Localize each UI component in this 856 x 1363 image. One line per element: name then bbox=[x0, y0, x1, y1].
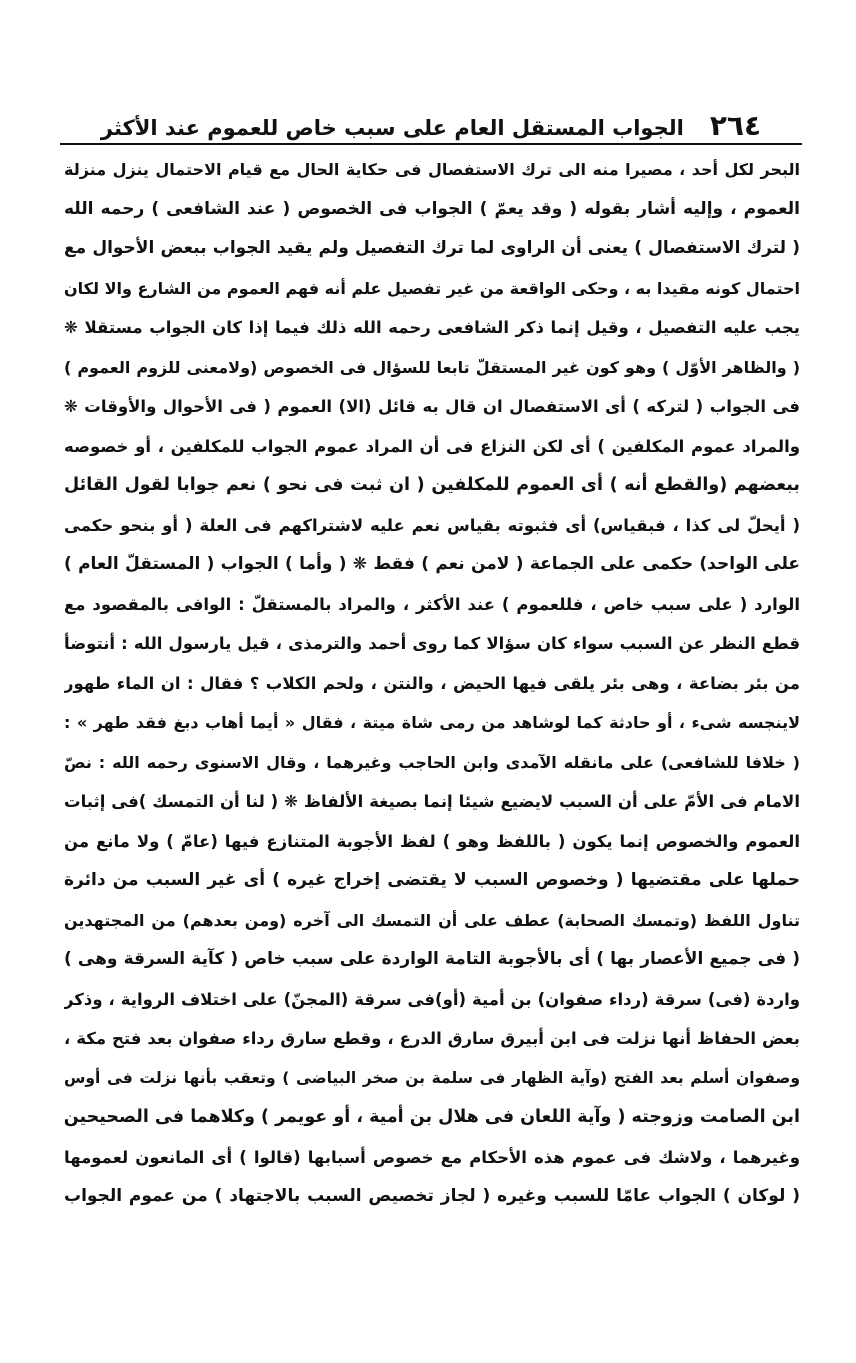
header-rule bbox=[60, 143, 802, 145]
text-line: البحر لكل أحد ، مصيرا منه الى ترك الاستفصال فى حكاية الحال مع قيام الاحتمال ينزل منزلة bbox=[64, 160, 800, 179]
text-line: فى الجواب ( لتركه ) أى الاستفصال ان قال به قائل (الا) العموم ( فى الأحوال والأوقات ❋ bbox=[64, 397, 800, 416]
running-title: الجواب المستقل العام على سبب خاص للعموم عند الأكثر bbox=[100, 115, 684, 140]
text-line: على الواحد) حكمى على الجماعة ( لامن نعم ) فقط ❋ ( وأما ) الجواب ( المستقلّ العام ) bbox=[64, 554, 800, 574]
text-line: ( لوكان ) الجواب عامّا للسبب وغيره ( لجاز تخصيص السبب بالاجتهاد ) من عموم الجواب bbox=[64, 1186, 800, 1206]
text-line: العموم ، وإليه أشار بقوله ( وقد يعمّ ) الجواب فى الخصوص ( عند الشافعى ) رحمه الله bbox=[64, 198, 800, 219]
text-line: ابن الصامت وزوجته ( وآية اللعان فى هلال بن أمية ، أو عويمر ) وكلاهما فى الصحيحين bbox=[64, 1107, 800, 1127]
text-line: بعض الحفاظ أنها نزلت فى ابن أبيرق سارق الدرع ، وقطع سارق رداء صفوان بعد فتح مكة ، bbox=[64, 1029, 800, 1048]
text-line: ( أيحلّ لى كذا ، فبقياس) أى فثبوته بقياس نعم عليه لاشتراكهم فى العلة ( أو بنحو حكمى bbox=[64, 515, 800, 535]
text-line: حملها على مقتضيها ( وخصوص السبب لا يقتضى إخراج غيره ) أى غير السبب من دائرة bbox=[64, 870, 800, 890]
text-line: ( لترك الاستفصال ) يعنى أن الراوى لما ترك التفصيل ولم يقيد الجواب ببعض الأحوال مع bbox=[64, 238, 800, 258]
text-line: يجب عليه التفصيل ، وقيل إنما ذكر الشافعى رحمه الله ذلك فيما إذا كان الجواب مستقلا ❋ bbox=[64, 318, 800, 337]
text-line: قطع النظر عن السبب سواء كان سؤالا كما روى أحمد والترمذى ، قيل يارسول الله : أنتوضأ bbox=[64, 634, 800, 653]
text-line: العموم والخصوص إنما يكون ( باللفظ وهو ) لفظ الأجوبة المتنازع فيها (عامّ ) ولا مانع من bbox=[64, 831, 800, 851]
body-text bbox=[64, 150, 800, 1217]
text-line: وغيرهما ، ولاشك فى عموم هذه الأحكام مع خصوص أسبابها (قالوا ) أى المانعون لعمومها bbox=[64, 1147, 800, 1167]
text-line: الوارد ( على سبب خاص ، فللعموم ) عند الأكثر ، والمراد بالمستقلّ : الوافى بالمقصود مع bbox=[64, 594, 800, 614]
text-line: ببعضهم (والقطع أنه ) أى العموم للمكلفين ( ان ثبت فى نحو ) نعم جوابا لقول القائل bbox=[64, 475, 800, 495]
text-line: تناول اللفظ (وتمسك الصحابة) عطف على أن التمسك الى آخره (ومن بعدهم) من المجتهدين bbox=[64, 910, 800, 930]
text-line: ( فى جميع الأعصار بها ) أى بالأجوبة التامة الواردة على سبب خاص ( كآية السرقة وهى ) bbox=[64, 949, 800, 969]
text-line: والمراد عموم المكلفين ) أى لكن النزاع فى أن المراد عموم الجواب للمكلفين ، أو خصوصه bbox=[64, 436, 800, 456]
page-number: ٢٦٤ bbox=[709, 109, 762, 142]
text-line: واردة (فى) سرقة (رداء صفوان) بن أمية (أو)فى سرقة (المجنّ) على اختلاف الرواية ، وذكر bbox=[64, 989, 800, 1009]
text-line: وصفوان أسلم بعد الفتح (وآية الظهار فى سلمة بن صخر البياضى ) وتعقب بأنها نزلت فى أوس bbox=[64, 1068, 800, 1087]
text-line: احتمال كونه مقيدا به ، وحكى الواقعة من غير تفصيل علم أنه فهم العموم من الشارع والا لكان bbox=[64, 278, 800, 298]
text-line: لاينجسه شىء ، أو حادثة كما لوشاهد من رمى شاة ميتة ، فقال « أيما أهاب دبغ فقد طهر » : bbox=[64, 713, 800, 732]
text-line: من بئر بضاعة ، وهى بئر يلقى فيها الحيض ، والنتن ، ولحم الكلاب ؟ فقال : ان الماء طهور bbox=[64, 673, 800, 693]
text-line: الامام فى الأمّ على أن السبب لايضيع شيئا إنما بصيغة الألفاظ ❋ ( لنا أن التمسك )فى إثبات bbox=[64, 792, 800, 811]
text-line: ( والظاهر الأوّل ) وهو كون غير المستقلّ تابعا للسؤال فى الخصوص (ولامعنى للزوم العموم ) bbox=[64, 357, 800, 377]
page-header bbox=[60, 96, 802, 140]
text-line: ( خلافا للشافعى) على مانقله الآمدى وابن الحاجب وغيرهما ، وقال الاسنوى رحمه الله : نصّ bbox=[64, 752, 800, 772]
